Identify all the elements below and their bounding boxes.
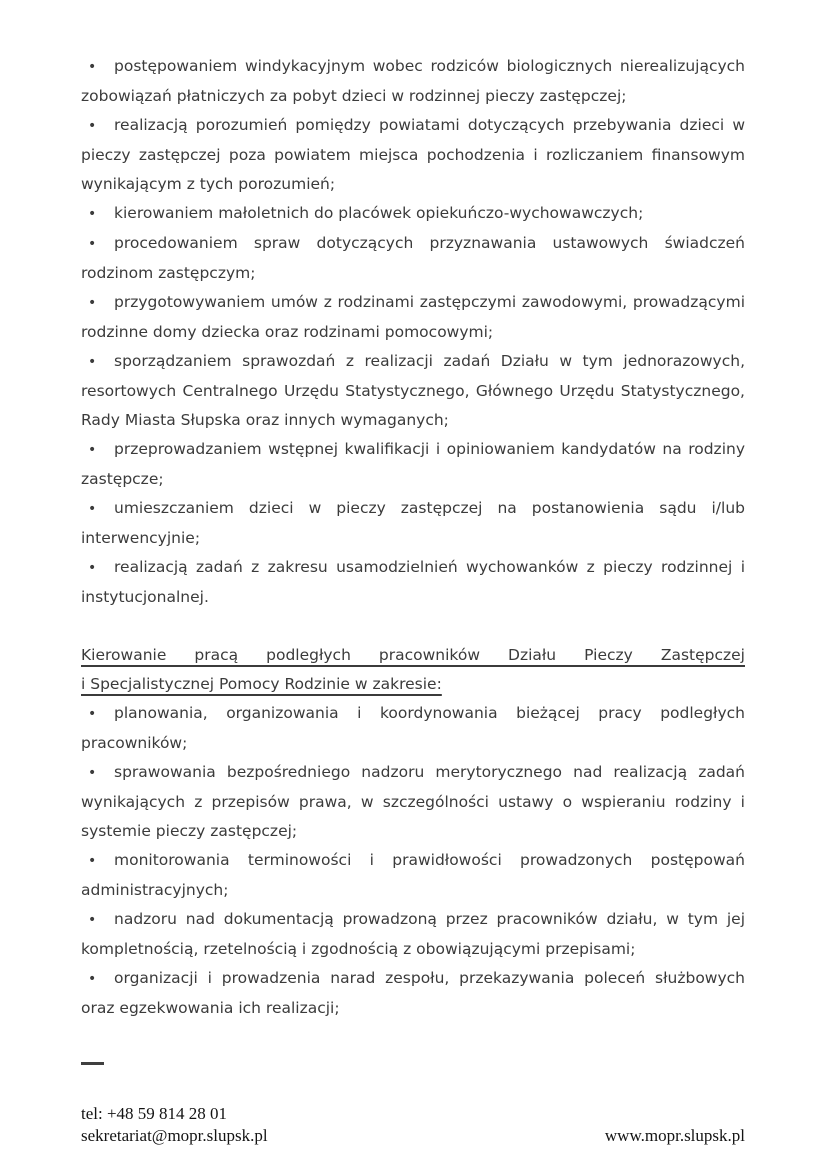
footer-phone: tel: +48 59 814 28 01 xyxy=(81,1104,228,1123)
bullet-icon: • xyxy=(88,295,97,311)
list-item xyxy=(81,199,745,229)
bullet-icon: • xyxy=(88,560,97,576)
list-item-text: procedowaniem spraw dotyczących przyznawania ustawowych świadczeń rodzinom zastępczym; xyxy=(81,234,745,282)
bullet-icon: • xyxy=(88,59,97,75)
list-item-text: kierowaniem małoletnich do placówek opiekuńczo-wychowawczych; xyxy=(114,204,644,222)
list-item xyxy=(81,111,745,199)
bullet-icon: • xyxy=(88,501,97,517)
footer-contact xyxy=(81,1103,268,1147)
list-item-text: nadzoru nad dokumentacją prowadzoną przez pracowników działu, w tym jej kompletnością, rzetelnością i zgodnością z obowiązującymi przepisami; xyxy=(81,910,745,958)
bullet-icon: • xyxy=(88,853,97,869)
section-heading-line1: Kierowanie pracą podległych pracowników Działu Pieczy Zastępczej xyxy=(81,646,745,664)
list-item-text: realizacją porozumień pomiędzy powiatami dotyczących przebywania dzieci w pieczy zastępczej poza powiatem miejsca pochodzenia i rozliczaniem finansowym wynikającym z tych porozumień; xyxy=(81,116,745,193)
list-item xyxy=(81,52,745,111)
footer-email: sekretariat@mopr.slupsk.pl xyxy=(81,1126,268,1145)
list-item xyxy=(81,229,745,288)
list-item xyxy=(81,905,745,964)
footer-website: www.mopr.slupsk.pl xyxy=(604,1126,745,1145)
bullet-icon: • xyxy=(88,236,97,252)
list-item-text: sporządzaniem sprawozdań z realizacji zadań Działu w tym jednorazowych, resortowych Centralnego Urzędu Statystycznego, Głównego Urzędu Statystycznego, Rady Miasta Słupska oraz innych wymaganych; xyxy=(81,352,745,429)
list-item-text: przygotowywaniem umów z rodzinami zastępczymi zawodowymi, prowadzącymi rodzinne domy dziecka oraz rodzinami pomocowymi; xyxy=(81,293,745,341)
list-item xyxy=(81,758,745,846)
bullet-icon: • xyxy=(88,912,97,928)
list-item xyxy=(81,288,745,347)
list-item xyxy=(81,846,745,905)
list-item-text: przeprowadzaniem wstępnej kwalifikacji i opiniowaniem kandydatów na rodziny zastępcze; xyxy=(81,440,745,488)
bullet-icon: • xyxy=(88,765,97,781)
list-item xyxy=(81,699,745,758)
bullet-icon: • xyxy=(88,706,97,722)
section-heading-line2: i Specjalistycznej Pomocy Rodzinie w zakresie: xyxy=(81,675,442,693)
list-item-text: monitorowania terminowości i prawidłowości prowadzonych postępowań administracyjnych; xyxy=(81,851,745,899)
bullet-icon: • xyxy=(88,971,97,987)
document-body xyxy=(81,52,745,1023)
bullet-icon: • xyxy=(88,442,97,458)
page-footer xyxy=(81,1062,745,1147)
list-item xyxy=(81,494,745,553)
list-item-text: realizacją zadań z zakresu usamodzielnień wychowanków z pieczy rodzinnej i instytucjonalnej. xyxy=(81,558,745,606)
bullet-icon: • xyxy=(88,206,97,222)
list-item xyxy=(81,347,745,435)
list-item-text: postępowaniem windykacyjnym wobec rodziców biologicznych nierealizujących zobowiązań płatniczych za pobyt dzieci w rodzinnej pieczy zastępczej; xyxy=(81,57,745,105)
list-item xyxy=(81,964,745,1023)
section-heading xyxy=(81,641,745,699)
footer-separator xyxy=(81,1062,104,1065)
list-item-text: organizacji i prowadzenia narad zespołu, przekazywania poleceń służbowych oraz egzekwowania ich realizacji; xyxy=(81,969,745,1017)
list-item xyxy=(81,435,745,494)
list-item-text: umieszczaniem dzieci w pieczy zastępczej na postanowienia sądu i/lub interwencyjnie; xyxy=(81,499,745,547)
list-item xyxy=(81,553,745,612)
list-item-text: sprawowania bezpośredniego nadzoru merytorycznego nad realizacją zadań wynikających z przepisów prawa, w szczególności ustawy o wspieraniu rodziny i systemie pieczy zastępczej; xyxy=(81,763,745,840)
bullet-icon: • xyxy=(88,118,97,134)
list-item-text: planowania, organizowania i koordynowania bieżącej pracy podległych pracowników; xyxy=(81,704,745,752)
bullet-icon: • xyxy=(88,354,97,370)
